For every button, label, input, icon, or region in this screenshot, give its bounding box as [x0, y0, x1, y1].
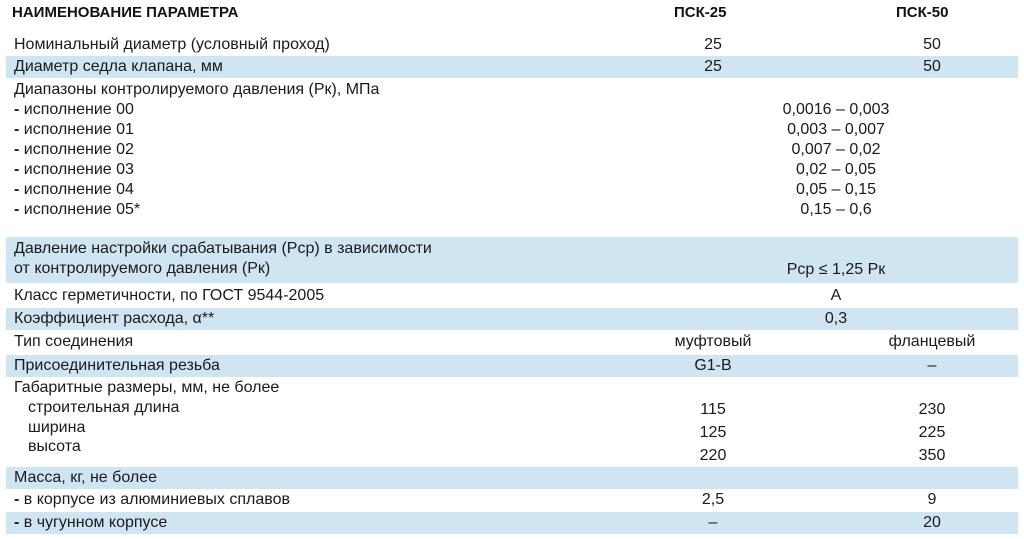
table-row-thread: Присоединительная резьба G1-B – [6, 355, 1018, 377]
table-row-flow-coefficient: Коэффициент расхода, α** 0,3 [6, 308, 1018, 330]
list-item-version-01: - исполнение 01 [14, 121, 134, 138]
table-row-tightness-class: Класс герметичности, по ГОСТ 9544-2005 А [14, 287, 842, 304]
row-label: Коэффициент расхода, α** [14, 310, 215, 327]
row-label: Диаметр седла клапана, мм [14, 58, 223, 75]
column-header-psk25: ПСК-25 [674, 4, 727, 21]
row-label: Диапазоны контролируемого давления (Рк), МПа [14, 81, 380, 98]
row-label: Тип соединения [14, 333, 134, 350]
table-row-trigger-pressure: Давление настройки срабатывания (Рср) в зависимости от контролируемого давления (Рк) Рср ≤ 1,25 Рк [6, 237, 1018, 283]
row-label: Масса, кг, не более [14, 469, 157, 486]
table-row-seat-diameter: Диаметр седла клапана, мм 25 50 [6, 56, 1018, 78]
table-row-dimensions: Габаритные размеры, мм, не более строительная длина ширина высота 115 125 220 230 225 350 [14, 379, 946, 464]
list-item-version-00: - исполнение 00 [14, 101, 134, 118]
list-item-height: высота [28, 438, 81, 455]
row-label-line1: Давление настройки срабатывания (Рср) в зависимости [14, 240, 432, 257]
table-row-mass-cast-iron: - в чугунном корпусе – 20 [6, 512, 1018, 534]
row-label: Класс герметичности, по ГОСТ 9544-2005 [14, 287, 325, 304]
column-header-psk50: ПСК-50 [896, 4, 949, 21]
table-row-nominal-diameter: Номинальный диаметр (условный проход) 25 50 [14, 36, 941, 53]
list-item-length: строительная длина [28, 399, 180, 416]
row-label: Габаритные размеры, мм, не более [14, 379, 280, 396]
table-row-mass-aluminium: - в корпусе из алюминиевых сплавов 2,5 9 [14, 491, 937, 508]
row-label: - в чугунном корпусе [14, 514, 168, 531]
column-header-parameter: НАИМЕНОВАНИЕ ПАРАМЕТРА [12, 4, 239, 21]
table-row-connection-type: Тип соединения муфтовый фланцевый [14, 333, 976, 350]
table-row-mass [6, 467, 1018, 489]
list-item-version-04: - исполнение 04 [14, 181, 134, 198]
row-label: Номинальный диаметр (условный проход) [14, 36, 330, 53]
list-item-version-02: - исполнение 02 [14, 141, 134, 158]
list-item-width: ширина [28, 419, 86, 436]
row-label: Присоединительная резьба [14, 357, 220, 374]
row-label: - в корпусе из алюминиевых сплавов [14, 491, 290, 508]
list-item-version-05: - исполнение 05* [14, 201, 141, 218]
row-label-line2: от контролируемого давления (Рк) [14, 260, 271, 277]
table-row-pressure-ranges: Диапазоны контролируемого давления (Рк), МПа - исполнение 00 0,0016 – 0,003 - исполнение 01 0,003 – 0,007 - исполнение 02 0,007 – 0,02 - исполнение 03 0,02 – 0,05 - исполнение 04 0,05 – 0,15 - исполнение 05* 0,15 – 0,6 [14, 81, 890, 218]
list-item-version-03: - исполнение 03 [14, 161, 134, 178]
